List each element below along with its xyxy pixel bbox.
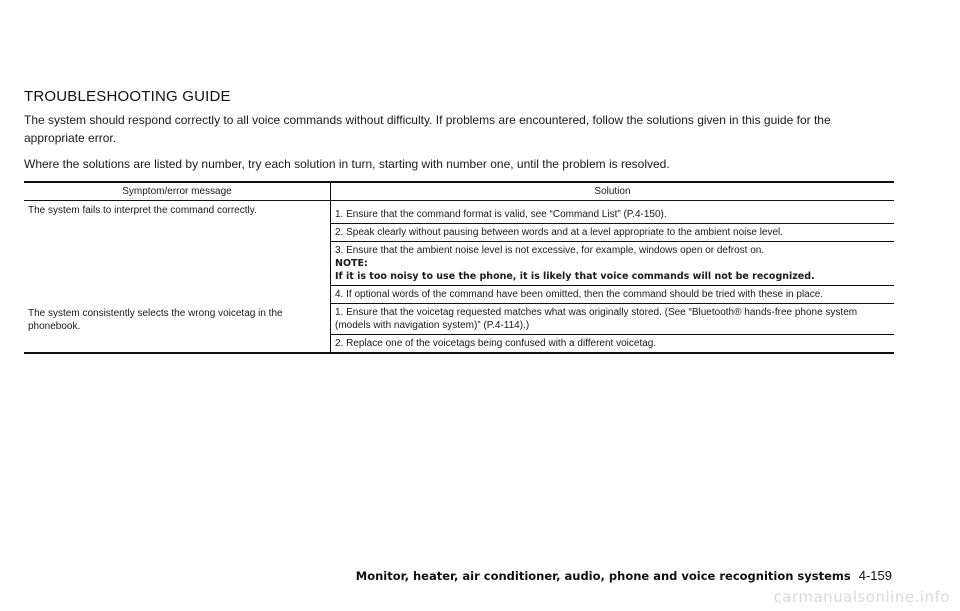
troubleshooting-table bbox=[24, 181, 894, 354]
instructions-paragraph: Where the solutions are listed by number, try each solution in turn, starting with number one, until the problem is resolved. bbox=[24, 157, 670, 171]
section-title: TROUBLESHOOTING GUIDE bbox=[24, 88, 231, 105]
note-text: If it is too noisy to use the phone, it is likely that voice commands will not be recognized. bbox=[335, 271, 815, 282]
table-row bbox=[24, 304, 894, 335]
solution-cell: 1. Ensure that the voicetag requested matches what was originally stored. (See “Bluetooth® hands-free phone system (models with navigation system)” (P.4-114).) bbox=[331, 304, 895, 335]
symptom-cell: The system fails to interpret the command correctly. bbox=[24, 201, 331, 304]
solution-text: 3. Ensure that the ambient noise level is not excessive, for example, windows open or defrost on. bbox=[335, 245, 765, 256]
symptom-cell: The system consistently selects the wrong voicetag in the phonebook. bbox=[24, 304, 331, 354]
header-symptom: Symptom/error message bbox=[24, 182, 331, 201]
page-content bbox=[24, 88, 894, 354]
note-label: NOTE: bbox=[335, 258, 368, 269]
table-row bbox=[24, 201, 894, 224]
solution-cell-with-note bbox=[331, 242, 895, 286]
solution-cell: 2. Speak clearly without pausing between words and at a level appropriate to the ambient noise level. bbox=[331, 224, 895, 242]
solution-cell: 4. If optional words of the command have been omitted, then the command should be tried with these in place. bbox=[331, 286, 895, 304]
page-footer bbox=[356, 568, 892, 583]
table-header-row bbox=[24, 182, 894, 201]
solution-cell: 2. Replace one of the voicetags being confused with a different voicetag. bbox=[335, 338, 657, 349]
header-solution: Solution bbox=[331, 182, 895, 201]
page-number: 4-159 bbox=[858, 568, 892, 583]
watermark: carmanualsonline.info bbox=[773, 588, 950, 606]
intro-paragraph: The system should respond correctly to all voice commands without difficulty. If problems are encountered, follow the solutions given in this guide for the appropriate error. bbox=[24, 113, 831, 145]
solution-cell: 1. Ensure that the command format is valid, see “Command List” (P.4-150). bbox=[331, 201, 895, 224]
footer-title: Monitor, heater, air conditioner, audio, phone and voice recognition systems bbox=[355, 569, 851, 583]
